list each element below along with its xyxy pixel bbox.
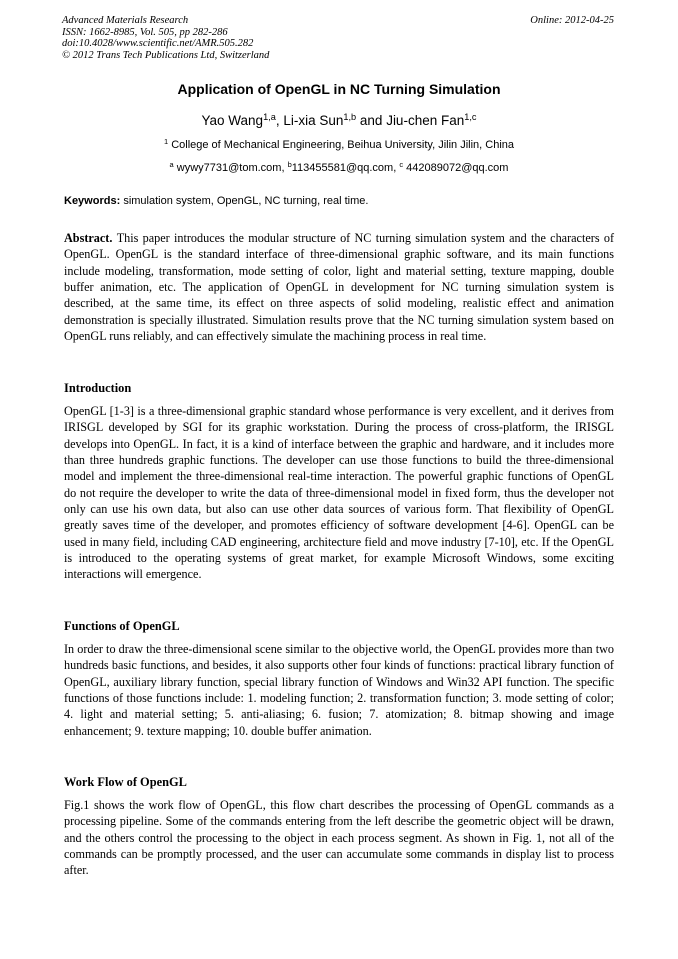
journal-doi: doi:10.4028/www.scientific.net/AMR.505.282 xyxy=(62,38,254,49)
email-mark: a xyxy=(169,159,174,169)
email-address[interactable]: 113455581@qq.com xyxy=(291,162,394,174)
journal-name: Advanced Materials Research xyxy=(62,15,189,26)
email-mark: b xyxy=(287,159,292,169)
email-separator: , xyxy=(281,162,288,174)
section-body-introduction: OpenGL [1-3] is a three-dimensional graphic standard whose performance is very excellent, and it derives from IRISGL developed by SGI for its graphic workstation. During the process of cross-platform, the IRISGL develops into OpenGL. In fact, it is a kind of interface between the graphic and hardware, and it includes more than three hundreds graphic functions. The developer can use those functions to build the three-dimensional model and implement the three-dimensional real-time interaction. The powerful graphic functions of OpenGL do not require the developer to write the data of three-dimensional model in fixed form, thus the developer not only can use his own data, but also can use other data sources of various form. That flexibility of OpenGL greatly saves time of the developer, and promotes efficiency of software development [4-6]. OpenGL can be used in many field, including CAD engineering, architecture field and move industry [7-10], etc. If the OpenGL is introduced to the operating systems of great market, for example Microsoft Windows, some exciting interactions will emergence. xyxy=(64,404,614,582)
section-body-work-flow: Fig.1 shows the work flow of OpenGL, this flow chart describes the processing of OpenGL commands as a processing pipeline. Some of the commands entering from the left describe the geometric object will be drawn, and the others control the processing to the object in each process segment. As shown in Fig. 1, not all of the commands can be promptly processed, and the user can accumulate some commands in display list to process after. xyxy=(64,798,614,878)
section-heading-introduction: Introduction xyxy=(64,381,132,395)
journal-header xyxy=(62,15,269,61)
author-separator: and xyxy=(356,113,387,128)
author-list xyxy=(0,113,678,128)
author-affiliation-mark: 1,b xyxy=(343,111,357,122)
email-list xyxy=(0,159,678,174)
author-name: Jiu-chen Fan xyxy=(386,113,465,128)
affiliation-mark: 1 xyxy=(163,136,169,146)
paper-title: Application of OpenGL in NC Turning Simulation xyxy=(177,81,501,97)
journal-copyright: © 2012 Trans Tech Publications Ltd, Switzerland xyxy=(62,49,270,61)
section-heading-functions: Functions of OpenGL xyxy=(64,619,180,633)
email-mark: c xyxy=(399,159,404,169)
affiliation-text: College of Mechanical Engineering, Beihua University, Jilin Jilin, China xyxy=(171,139,515,151)
keywords-label: Keywords: xyxy=(64,195,121,207)
author-name: Li-xia Sun xyxy=(283,113,344,128)
affiliation xyxy=(0,136,678,151)
author-affiliation-mark: 1,a xyxy=(263,111,276,122)
author-name: Yao Wang xyxy=(201,113,264,128)
abstract-text: This paper introduces the modular structure of NC turning simulation system and the characters of OpenGL. OpenGL is the standard interface of three-dimensional graphic software, and its main functions include modeling, transformation, mode setting of color, light and material setting, texture mapping, double buffer animation, etc. The application of OpenGL in development for NC turning simulation system is described, at the same time, its effect on three aspects of solid modeling, realistic effect and animation demonstration is specially illustrated. Simulation results prove that the NC turning simulation system based on OpenGL runs reliably, and can effectively simulate the machining process in real time. xyxy=(64,231,614,344)
section-body-functions: In order to draw the three-dimensional scene similar to the objective world, the OpenGL provides more than two hundreds basic functions, and besides, it also supports other four kinds of functions: practical library function of OpenGL, auxiliary library function, special library function of Windows and Win32 API function. The specific functions of those functions include: 1. modeling function; 2. transformation function; 3. mode setting of color; 4. light and material setting; 5. anti-aliasing; 6. fusion; 7. atomization; 8. bitmap showing and image enhancement; 9. texture mapping; 10. double buffer animation. xyxy=(64,642,614,738)
author-affiliation-mark: 1,c xyxy=(464,111,477,122)
email-address[interactable]: wywy7731@tom.com xyxy=(176,162,282,174)
keywords xyxy=(64,195,368,207)
online-date: Online: 2012-04-25 xyxy=(530,15,614,26)
email-address[interactable]: 442089072@qq.com xyxy=(406,162,509,174)
email-separator: , xyxy=(393,162,400,174)
abstract-label: Abstract. xyxy=(64,231,113,245)
keywords-text: simulation system, OpenGL, NC turning, real time. xyxy=(123,195,369,207)
journal-issn: ISSN: 1662-8985, Vol. 505, pp 282-286 xyxy=(62,26,228,38)
abstract xyxy=(64,230,614,344)
author-separator: , xyxy=(275,113,284,128)
section-heading-work-flow: Work Flow of OpenGL xyxy=(64,775,187,789)
